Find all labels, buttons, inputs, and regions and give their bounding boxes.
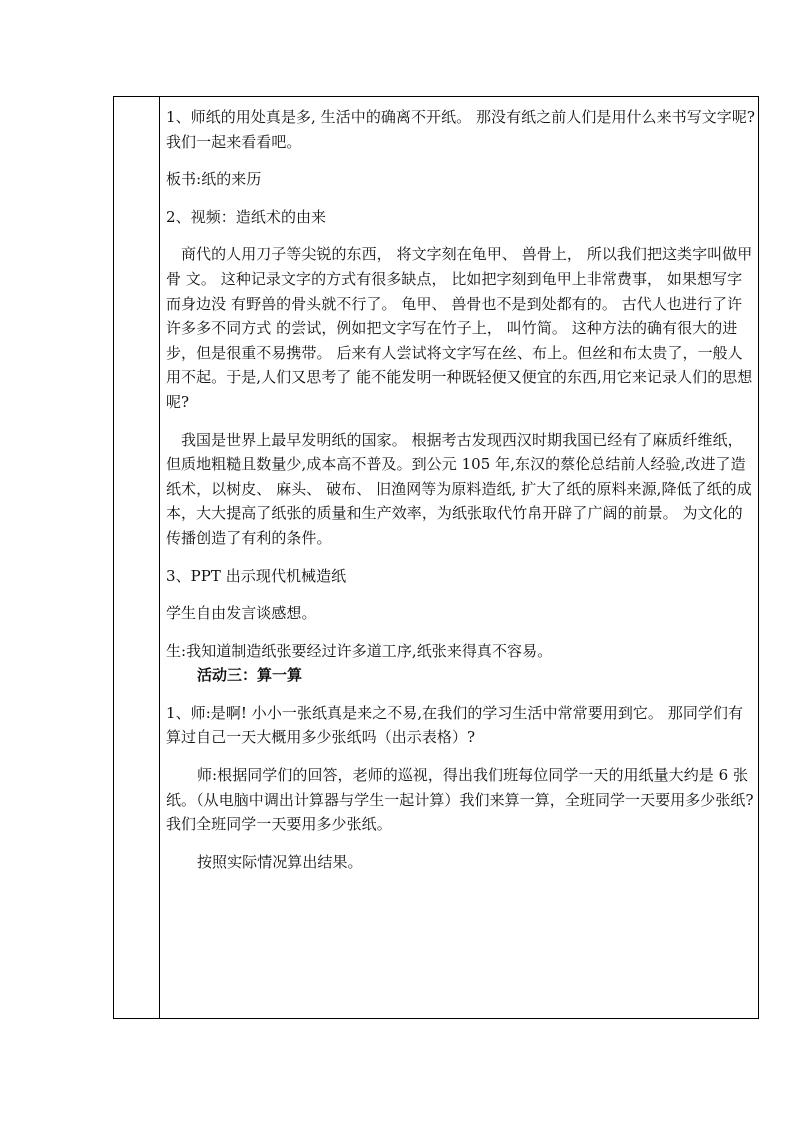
paragraph-teacher-question: 1、师:是啊! 小小一张纸真是来之不易,在我们的学习生活中常常要用到它。 那同学们有算过自己一天大概用多少张纸吗（出示表格）? [166, 703, 744, 747]
paragraph-student-answer: 生:我知道制造纸张要经过许多道工序,纸张来得真不容易。 [166, 641, 553, 660]
table-left-column [114, 97, 160, 1018]
paragraph-shang-dynasty: 商代的人用刀子等尖锐的东西， 将文字刻在龟甲、 兽骨上， 所以我们把这类字叫做甲骨 文。 这种记录文字的方式有很多缺点， 比如把字刻到龟甲上非常费事， 如果想写字而身边没 有野兽的骨头就不行了。 龟甲、 兽骨也不是到处都有的。 古代人也进行了许许多多不同方式 的尝试，例如把文字写在竹子上， 叫竹简。 这种方法的确有很大的进步，但是很重不易携带。 后来有人尝试将文字写在丝、布上。但丝和布太贵了，一般人用不起。于是,人们又思考了 能不能发明一种既轻便又便宜的东西,用它来记录人们的思想呢? [166, 245, 753, 411]
paragraph-result: 按照实际情况算出结果。 [197, 852, 363, 871]
paragraph-ppt-modern: 3、PPT 出示现代机械造纸 [166, 566, 347, 585]
paragraph-teacher-calc: 师:根据同学们的回答，老师的巡视，得出我们班每位同学一天的用纸量大约是 6 张纸。（从电脑中调出计算器与学生一起计算）我们来算一算，全班同学一天要用多少张纸?我们全班同学一天要用多少张纸。 [166, 766, 754, 834]
paragraph-student-speak: 学生自由发言谈感想。 [166, 604, 317, 623]
paragraph-paper-uses: 1、师纸的用处真是多, 生活中的确离不开纸。 那没有纸之前人们是用什么来书写文字呢? 我们一起来看看吧。 [166, 108, 755, 151]
paragraph-paper-invention: 我国是世界上最早发明纸的国家。 根据考古发现西汉时期我国已经有了麻质纤维纸， 但质地粗糙且数量少,成本高不普及。到公元 105 年,东汉的蔡伦总结前人经验,改进了造纸术，以树皮、 麻头、 破布、 旧渔网等为原料造纸, 扩大了纸的原料来源,降低了纸的成本，大大提高了纸张的质量和生产效率，为纸张取代竹帛开辟了广阔的前景。 为文化的传播创造了有利的条件。 [166, 430, 752, 547]
activity-heading: 活动三：算一算 [197, 666, 303, 685]
paragraph-video: 2、视频：造纸术的由来 [166, 207, 327, 226]
paragraph-board-title: 板书:纸的来历 [166, 170, 262, 189]
table-content-cell [161, 97, 760, 1018]
lesson-table [113, 96, 759, 1019]
